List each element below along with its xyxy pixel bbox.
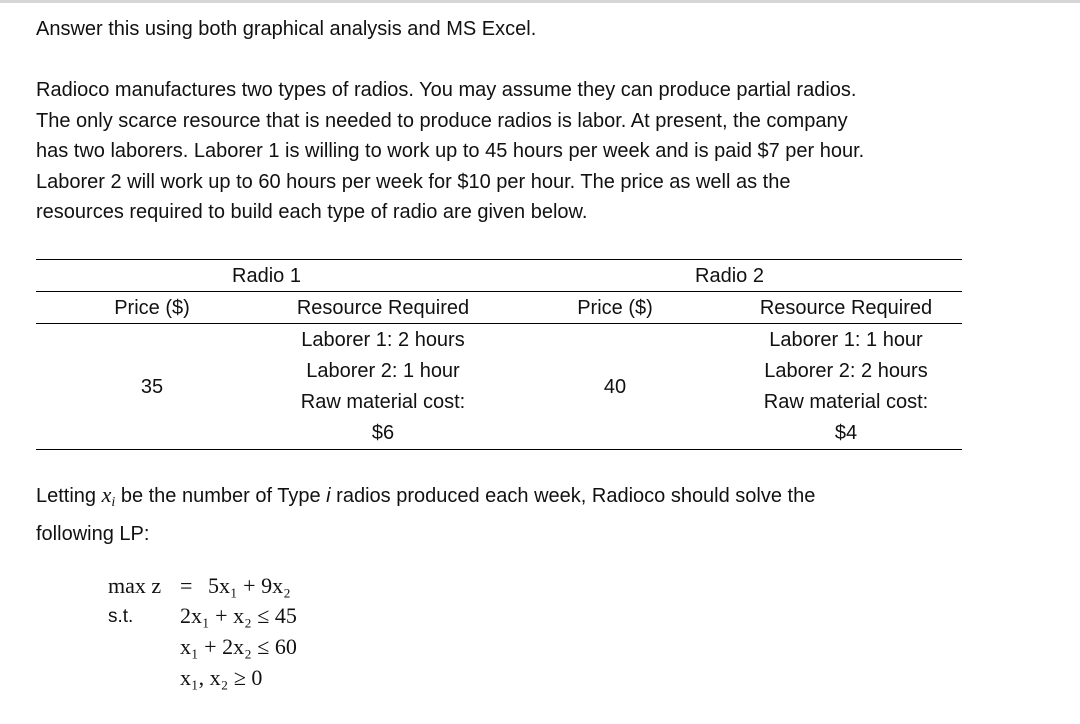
constraint-laborer-1: 2x₁ + x₂ ≤ 45 [180, 603, 297, 628]
lp-intro-part: radios produced each week, Radioco should solve the [330, 485, 816, 507]
objective-equals: = [180, 573, 193, 598]
variable-x-i [101, 482, 116, 510]
radio-2-resource-header: Resource Required [759, 297, 933, 319]
table-header-rule [36, 291, 962, 292]
problem-statement [36, 75, 1036, 228]
objective-function: 5x₁ + 9x₂ [208, 573, 291, 598]
lp-intro-line: following LP: [36, 522, 150, 545]
constraint-nonnegativity: x₁, x₂ ≥ 0 [180, 665, 263, 690]
radio-1-resource: Laborer 2: 1 hour [306, 360, 460, 382]
radio-1-price: 35 [140, 376, 164, 398]
subject-to-label: s.t. [108, 606, 134, 627]
table-bottom-rule [36, 449, 962, 450]
radio-1-resource: $6 [371, 422, 395, 444]
lp-intro-part: be the number of Type [115, 485, 327, 507]
radio-1-resource-header: Resource Required [296, 297, 470, 319]
variable-x: x [101, 482, 112, 507]
problem-line: Radioco manufactures two types of radios. You may assume they can produce partial radios. [36, 79, 857, 101]
radio-2-title: Radio 2 [695, 265, 764, 287]
radio-1-title: Radio 1 [232, 265, 301, 287]
radio-2-price-header: Price ($) [577, 297, 653, 319]
radio-1-price-header: Price ($) [114, 297, 190, 319]
intro-text: Answer this using both graphical analysis and MS Excel. [36, 18, 537, 40]
variable-subscript: i [111, 495, 116, 510]
radio-2-resource: Laborer 2: 2 hours [764, 360, 928, 382]
radio-1-resource: Raw material cost: [300, 391, 466, 413]
constraint-laborer-2: x₁ + 2x₂ ≤ 60 [180, 634, 297, 659]
radio-2-resource: Laborer 1: 1 hour [769, 329, 923, 351]
radio-2-price: 40 [603, 376, 627, 398]
page-top-rule [0, 0, 1080, 3]
lp-intro-text [36, 480, 1036, 549]
lp-intro-part: Letting [36, 485, 102, 507]
problem-line: has two laborers. Laborer 1 is willing to work up to 45 hours per week and is paid $7 per hour. [36, 140, 865, 162]
problem-line: Laborer 2 will work up to 60 hours per week for $10 per hour. The price as well as the [36, 170, 791, 193]
problem-line: The only scarce resource that is needed to produce radios is labor. At present, the company [36, 109, 848, 132]
radio-1-resource: Laborer 1: 2 hours [301, 329, 465, 351]
radio-2-resource: $4 [834, 422, 858, 444]
table-subheader-rule [36, 323, 962, 324]
radio-2-resource: Raw material cost: [763, 391, 929, 413]
table-top-rule [36, 259, 962, 260]
type-variable: i [326, 485, 331, 507]
objective-label: max z [108, 573, 162, 598]
problem-line: resources required to build each type of radio are given below. [36, 201, 588, 223]
